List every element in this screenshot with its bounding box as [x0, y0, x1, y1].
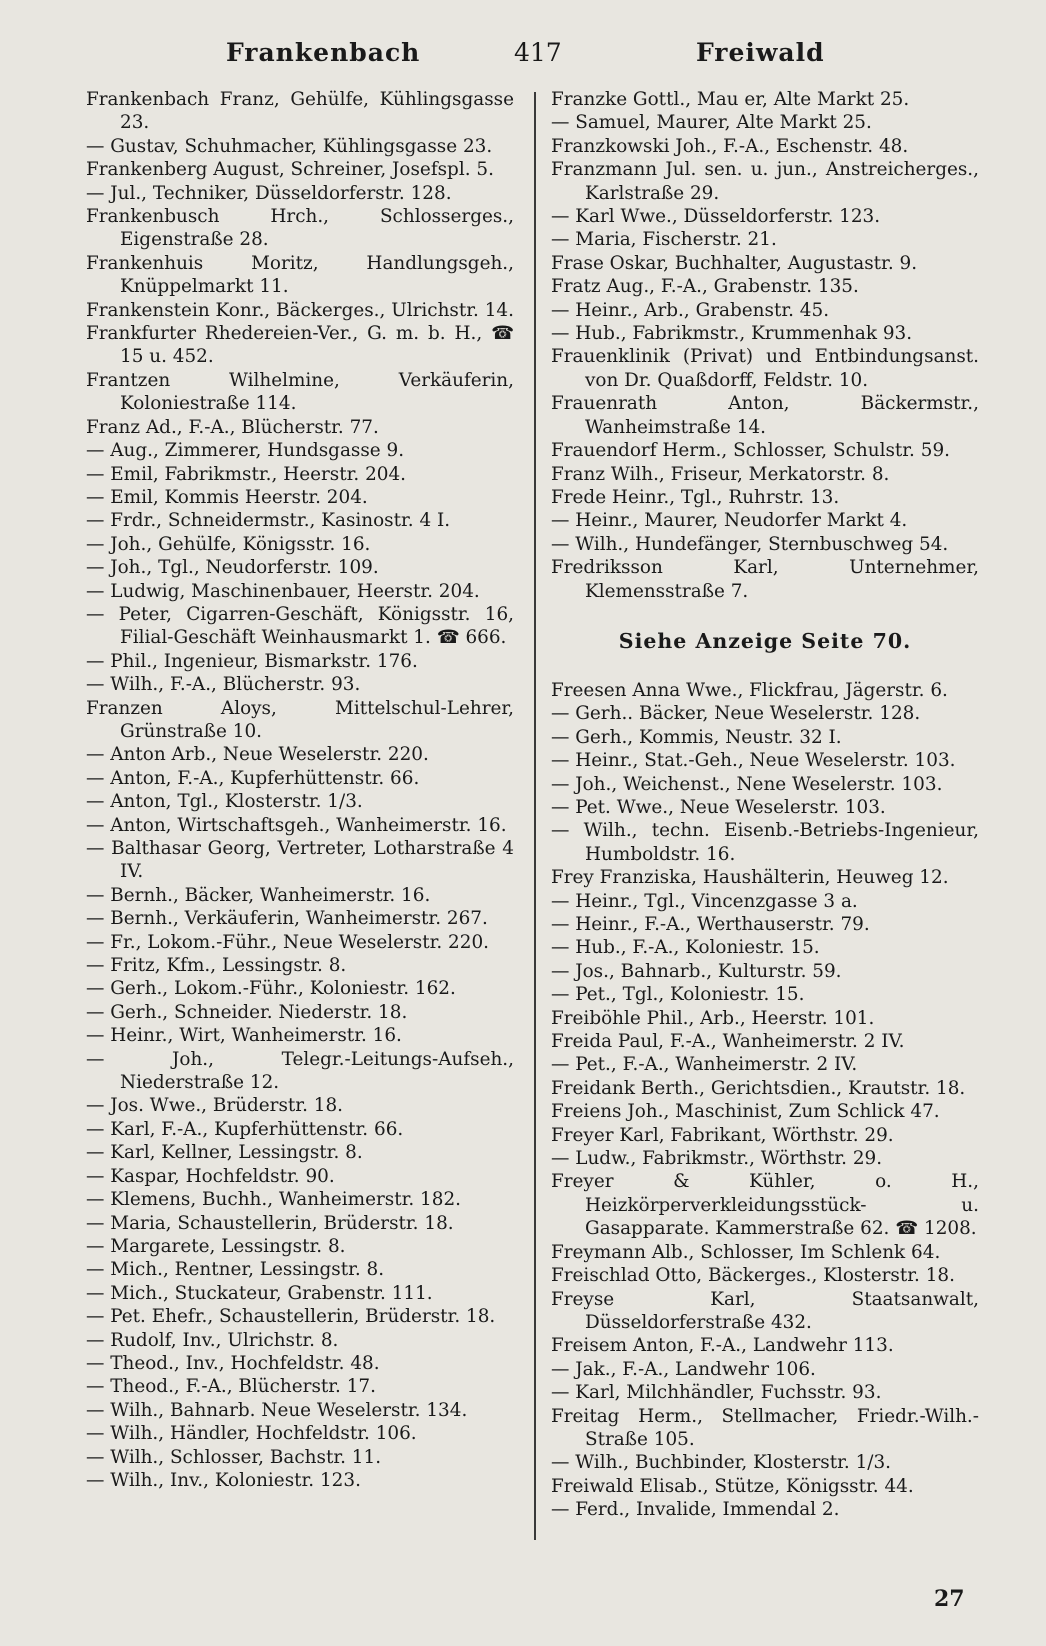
directory-entry: Frankfurter Rhedereien-Ver., G. m. b. H., ☎ 15 u. 452. — [86, 323, 514, 368]
directory-entry: — Wilh., Händler, Hochfeldstr. 106. — [86, 1423, 417, 1445]
directory-entry: — Wilh., Inv., Koloniestr. 123. — [86, 1469, 361, 1491]
directory-entry: Franzmann Jul. sen. u. jun., Anstreicherges., Karlstraße 29. — [551, 159, 979, 204]
page-number: 417 — [514, 38, 562, 67]
column-divider — [534, 92, 536, 1540]
directory-entry: Frase Oskar, Buchhalter, Augustastr. 9. — [551, 252, 918, 274]
directory-entry: Freyer Karl, Fabrikant, Wörthstr. 29. — [551, 1124, 894, 1146]
directory-entry: — Klemens, Buchh., Wanheimerstr. 182. — [86, 1189, 461, 1211]
directory-entry: — Maria, Schaustellerin, Brüderstr. 18. — [86, 1212, 454, 1234]
directory-entry: — Kaspar, Hochfeldstr. 90. — [86, 1165, 335, 1187]
directory-entry: — Heinr., Tgl., Vincenzgasse 3 a. — [551, 890, 858, 912]
directory-entry: Freymann Alb., Schlosser, Im Schlenk 64. — [551, 1241, 941, 1263]
right-column — [551, 88, 979, 1522]
directory-entry: — Heinr., F.-A., Werthauserstr. 79. — [551, 914, 870, 935]
directory-entry: — Phil., Ingenieur, Bismarkstr. 176. — [86, 650, 418, 672]
directory-entry: — Hub., F.-A., Koloniestr. 15. — [551, 937, 820, 959]
running-header — [86, 38, 976, 72]
directory-entry: Frankenbusch Hrch., Schlosserges., Eigenstraße 28. — [86, 206, 514, 251]
directory-entry: — Jak., F.-A., Landwehr 106. — [551, 1358, 816, 1380]
directory-entry: Freiwald Elisab., Stütze, Königsstr. 44. — [551, 1475, 914, 1497]
spacer — [551, 659, 979, 679]
directory-entry: — Emil, Kommis Heerstr. 204. — [86, 486, 368, 508]
header-left-keyword: Frankenbach — [226, 38, 421, 67]
directory-entry: Freischlad Otto, Bäckerges., Klosterstr. 18. — [551, 1265, 955, 1287]
directory-entry: Freisem Anton, F.-A., Landwehr 113. — [551, 1335, 894, 1357]
directory-entry: — Ludwig, Maschinenbauer, Heerstr. 204. — [86, 580, 480, 602]
directory-entry: — Pet. Wwe., Neue Weselerstr. 103. — [551, 796, 886, 818]
directory-entry: Frede Heinr., Tgl., Ruhrstr. 13. — [551, 486, 840, 508]
directory-entry: Freyse Karl, Staatsanwalt, Düsseldorferstraße 432. — [551, 1288, 979, 1333]
directory-entry: — Anton, F.-A., Kupferhüttenstr. 66. — [86, 767, 420, 789]
directory-entry: — Karl Wwe., Düsseldorferstr. 123. — [551, 206, 881, 228]
directory-entry: — Margarete, Lessingstr. 8. — [86, 1235, 346, 1257]
directory-entry: — Pet., F.-A., Wanheimerstr. 2 IV. — [551, 1054, 858, 1076]
directory-entry: — Wilh., Bahnarb. Neue Weselerstr. 134. — [86, 1399, 468, 1421]
directory-entry: — Gustav, Schuhmacher, Kühlingsgasse 23. — [86, 135, 493, 157]
directory-entry: — Wilh., Buchbinder, Klosterstr. 1/3. — [551, 1452, 892, 1474]
directory-entry: — Aug., Zimmerer, Hundsgasse 9. — [86, 440, 405, 462]
directory-entry: — Wilh., Schlosser, Bachstr. 11. — [86, 1446, 382, 1468]
directory-entry: Franz Wilh., Friseur, Merkatorstr. 8. — [551, 463, 890, 485]
directory-entry: Frey Franziska, Haushälterin, Heuweg 12. — [551, 867, 949, 889]
directory-entry: — Frdr., Schneidermstr., Kasinostr. 4 I. — [86, 510, 451, 532]
directory-entry: — Heinr., Arb., Grabenstr. 45. — [551, 299, 830, 321]
advertisement-notice: Siehe Anzeige Seite 70. — [618, 628, 912, 653]
directory-entry: — Anton, Wirtschaftsgeh., Wanheimerstr. 16. — [86, 814, 507, 836]
directory-entry: — Wilh., Hundefänger, Sternbuschweg 54. — [551, 533, 949, 555]
directory-entry: — Gerh.. Bäcker, Neue Weselerstr. 128. — [551, 703, 921, 725]
spacer — [551, 603, 979, 623]
directory-entry: — Joh., Gehülfe, Königsstr. 16. — [86, 533, 371, 555]
directory-entry: — Ferd., Invalide, Immendal 2. — [551, 1499, 840, 1521]
directory-entry: — Jul., Techniker, Düsseldorferstr. 128. — [86, 182, 452, 204]
directory-entry: — Anton Arb., Neue Weselerstr. 220. — [86, 744, 429, 766]
directory-entry: — Jos. Wwe., Brüderstr. 18. — [86, 1095, 344, 1117]
directory-entry: Freiböhle Phil., Arb., Heerstr. 101. — [551, 1007, 875, 1029]
directory-entry: — Jos., Bahnarb., Kulturstr. 59. — [551, 960, 842, 982]
directory-entry: — Joh., Tgl., Neudorferstr. 109. — [86, 557, 379, 579]
directory-entry: — Pet. Ehefr., Schaustellerin, Brüderstr. 18. — [86, 1306, 496, 1328]
directory-entry: Franzke Gottl., Mau er, Alte Markt 25. — [551, 89, 910, 110]
directory-entry: — Gerh., Schneider. Niederstr. 18. — [86, 1001, 408, 1023]
directory-entry: Freyer & Kühler, o. H., Heizkörperverkleidungsstück- u. Gasapparate. Kammerstraße 62. ☎ 1208. — [551, 1171, 979, 1240]
directory-entry: Freesen Anna Wwe., Flickfrau, Jägerstr. 6. — [551, 679, 948, 701]
directory-entry: — Samuel, Maurer, Alte Markt 25. — [551, 112, 872, 134]
directory-entry: — Wilh., F.-A., Blücherstr. 93. — [86, 674, 361, 696]
directory-entry: Frankenhuis Moritz, Handlungsgeh., Knüppelmarkt 11. — [86, 252, 514, 298]
directory-entry: — Joh., Weichenst., Nene Weselerstr. 103. — [551, 773, 943, 795]
directory-entry: — Pet., Tgl., Koloniestr. 15. — [551, 984, 805, 1006]
directory-entry: — Rudolf, Inv., Ulrichstr. 8. — [86, 1329, 339, 1351]
directory-entry: Frauenklinik (Privat) und Entbindungsanst. von Dr. Quaßdorff, Feldstr. 10. — [551, 346, 979, 391]
directory-entry: — Peter, Cigarren-Geschäft, Königsstr. 16, Filial-Geschäft Weinhausmarkt 1. ☎ 666. — [86, 603, 514, 649]
directory-entry: — Hub., Fabrikmstr., Krummenhak 93. — [551, 323, 913, 345]
directory-entry: — Maria, Fischerstr. 21. — [551, 229, 777, 251]
directory-entry: Frankenberg August, Schreiner, Josefspl. 5. — [86, 159, 494, 181]
directory-entry: — Mich., Stuckateur, Grabenstr. 111. — [86, 1282, 433, 1304]
directory-entry: Freida Paul, F.-A., Wanheimerstr. 2 IV. — [551, 1031, 905, 1053]
directory-entry: Freitag Herm., Stellmacher, Friedr.-Wilh.-Straße 105. — [551, 1405, 979, 1450]
directory-entry: — Gerh., Lokom.-Führ., Koloniestr. 162. — [86, 978, 456, 1000]
directory-entry: — Theod., Inv., Hochfeldstr. 48. — [86, 1352, 380, 1374]
directory-entry: Frankenstein Konr., Bäckerges., Ulrichstr. 14. — [86, 299, 514, 321]
directory-entry: — Karl, F.-A., Kupferhüttenstr. 66. — [86, 1118, 404, 1140]
directory-entry: Franzen Aloys, Mittelschul-Lehrer, Grünstraße 10. — [86, 697, 514, 742]
header-right-keyword: Freiwald — [696, 38, 825, 67]
directory-entry: — Heinr., Wirt, Wanheimerstr. 16. — [86, 1025, 402, 1047]
directory-entry: Frauenrath Anton, Bäckermstr., Wanheimstraße 14. — [551, 393, 979, 438]
directory-entry: Frantzen Wilhelmine, Verkäuferin, Koloniestraße 114. — [86, 369, 514, 415]
directory-entry: — Bernh., Verkäuferin, Wanheimerstr. 267. — [86, 908, 488, 930]
directory-entry: — Fritz, Kfm., Lessingstr. 8. — [86, 955, 347, 977]
directory-entry: Fredriksson Karl, Unternehmer, Klemensstraße 7. — [551, 557, 979, 602]
directory-entry: Franz Ad., F.-A., Blücherstr. 77. — [86, 416, 379, 438]
directory-entry: — Heinr., Maurer, Neudorfer Markt 4. — [551, 510, 908, 532]
directory-entry: — Joh., Telegr.-Leitungs-Aufseh., Niederstraße 12. — [86, 1048, 514, 1094]
directory-entry: — Fr., Lokom.-Führ., Neue Weselerstr. 220. — [86, 931, 490, 953]
directory-entry: — Karl, Milchhändler, Fuchsstr. 93. — [551, 1382, 882, 1404]
directory-entry: — Theod., F.-A., Blücherstr. 17. — [86, 1376, 376, 1398]
signature-mark: 27 — [934, 1586, 965, 1612]
directory-entry: Freiens Joh., Maschinist, Zum Schlick 47. — [551, 1101, 940, 1123]
directory-entry: — Gerh., Kommis, Neustr. 32 I. — [551, 726, 842, 748]
directory-entry: Franzkowski Joh., F.-A., Eschenstr. 48. — [551, 135, 909, 157]
directory-entry: — Balthasar Georg, Vertreter, Lotharstraße 4 IV. — [86, 838, 514, 883]
directory-entry: — Ludw., Fabrikmstr., Wörthstr. 29. — [551, 1148, 883, 1170]
directory-entry: — Wilh., techn. Eisenb.-Betriebs-Ingenieur, Humboldstr. 16. — [551, 820, 979, 865]
directory-entry: — Mich., Rentner, Lessingstr. 8. — [86, 1259, 385, 1281]
directory-entry: — Heinr., Stat.-Geh., Neue Weselerstr. 103. — [551, 750, 956, 772]
directory-entry: Freidank Berth., Gerichtsdien., Krautstr. 18. — [551, 1077, 966, 1099]
directory-entry: — Karl, Kellner, Lessingstr. 8. — [86, 1142, 363, 1164]
directory-entry: Frauendorf Herm., Schlosser, Schulstr. 59. — [551, 440, 950, 462]
directory-entry: — Anton, Tgl., Klosterstr. 1/3. — [86, 791, 363, 813]
left-column — [86, 88, 514, 1492]
directory-entry: — Emil, Fabrikmstr., Heerstr. 204. — [86, 463, 407, 485]
directory-entry: — Bernh., Bäcker, Wanheimerstr. 16. — [86, 884, 431, 906]
directory-entry: Fratz Aug., F.-A., Grabenstr. 135. — [551, 276, 859, 298]
directory-entry: Frankenbach Franz, Gehülfe, Kühlingsgasse 23. — [86, 89, 514, 134]
